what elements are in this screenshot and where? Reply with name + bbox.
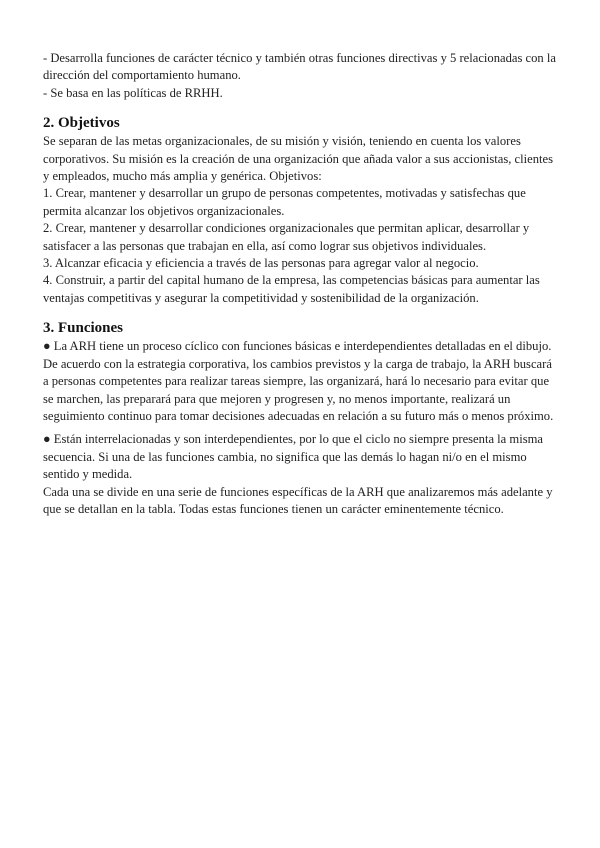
intro-line-2: - Se basa en las políticas de RRHH. [43, 85, 223, 100]
funciones-bullet-1: ● La ARH tiene un proceso cíclico con funciones básicas e interdependientes detalladas en el dibujo. De acuerdo con la estrategia corporativa, los cambios previstos y la carga de trabajo, la ARH buscará a personas competentes para realizar tareas siempre, las organizará, hará lo necesario para evitar que se marchen, las preparará para que mejoren y progresen y, no menos importante, realizará un seguimiento continuo para tomar decisiones adecuadas en relación a su futuro más o menos próximo. [43, 339, 554, 423]
document-page [43, 50, 559, 518]
funciones-closing-paragraph: Cada una se divide en una serie de funciones específicas de la ARH que analizaremos más adelante y que se detallan en la tabla. Todas estas funciones tienen un carácter eminentemente técnico. [43, 484, 553, 516]
funciones-bullet-2: ● Están interrelacionadas y son interdependientes, por lo que el ciclo no siempre presenta la misma secuencia. Si una de las funciones cambia, no significa que las demás lo hagan ni/o en el mismo sentido y medida. [43, 432, 543, 482]
section-heading-objetivos: 2. Objetivos [43, 115, 120, 132]
objetivo-item-4: 4. Construir, a partir del capital humano de la empresa, las competencias básicas para aumentar las ventajas competitivas y asegurar la competitividad y sostenibilidad de la organización. [43, 273, 540, 305]
intro-line-1: - Desarrolla funciones de carácter técnico y también otras funciones directivas y 5 relacionadas con la dirección del comportamiento humano. [43, 51, 556, 83]
objetivos-intro: Se separan de las metas organizacionales, de su misión y visión, teniendo en cuenta los valores corporativos. Su misión es la creación de una organización que añada valor a sus accionistas, clientes y empleados, mucho más amplia y genérica. Objetivos: [43, 134, 553, 184]
objetivo-item-1: 1. Crear, mantener y desarrollar un grupo de personas competentes, motivadas y satisfechas que permita alcanzar los objetivos organizacionales. [43, 186, 526, 218]
objetivo-item-3: 3. Alcanzar eficacia y eficiencia a través de las personas para agregar valor al negocio. [43, 256, 479, 271]
section-heading-funciones: 3. Funciones [43, 320, 124, 337]
objetivo-item-2: 2. Crear, mantener y desarrollar condiciones organizacionales que permitan aplicar, desarrollar y satisfacer a las personas que trabajan en ella, así como lograr sus objetivos individuales. [43, 221, 530, 253]
